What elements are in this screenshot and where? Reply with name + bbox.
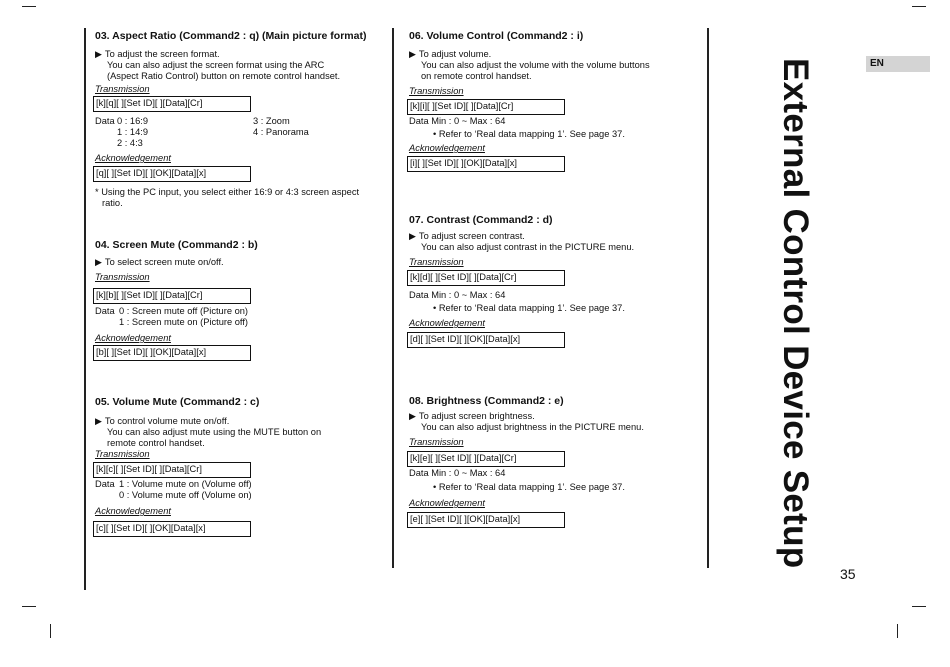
desc-line: You can also adjust the volume with the volume buttons xyxy=(421,60,650,70)
transmission-label: Transmission xyxy=(409,257,464,267)
ack-box: [d][ ][Set ID][ ][OK][Data][x] xyxy=(407,332,565,348)
data-label: Data xyxy=(95,479,115,489)
data-reference xyxy=(433,303,625,314)
desc-line: To adjust screen brightness. xyxy=(418,411,535,421)
transmission-box: [k][c][ ][Set ID][ ][Data][Cr] xyxy=(93,462,251,478)
desc-line: You can also adjust the screen format using the ARC xyxy=(107,60,325,70)
section-heading: 06. Volume Control (Command2 : i) xyxy=(409,30,584,42)
description xyxy=(409,231,525,242)
description xyxy=(95,416,229,427)
section-heading: 07. Contrast (Command2 : d) xyxy=(409,214,553,226)
data-option: 1 : 14:9 xyxy=(117,127,149,137)
language-tab: EN xyxy=(866,56,930,72)
description xyxy=(95,257,224,268)
ack-label: Acknowledgement xyxy=(95,153,171,163)
data-option: 2 : 4:3 xyxy=(117,138,143,148)
crop-mark xyxy=(50,624,51,638)
desc-line: To adjust the screen format. xyxy=(104,49,220,59)
transmission-box: [k][q][ ][Set ID][ ][Data][Cr] xyxy=(93,96,251,112)
data-option: 0 : Screen mute off (Picture on) xyxy=(119,306,249,316)
transmission-label: Transmission xyxy=(95,84,150,94)
ack-label: Acknowledgement xyxy=(95,506,171,516)
desc-line: To select screen mute on/off. xyxy=(104,257,224,267)
arrow-icon: ▶ xyxy=(409,411,416,421)
data-option: 3 : Zoom xyxy=(253,116,290,126)
data-option: 1 : Screen mute on (Picture off) xyxy=(119,317,249,327)
section-heading: 05. Volume Mute (Command2 : c) xyxy=(95,396,260,408)
arrow-icon: ▶ xyxy=(95,257,102,267)
ack-box: [c][ ][Set ID][ ][OK][Data][x] xyxy=(93,521,251,537)
data-range: Data Min : 0 ~ Max : 64 xyxy=(409,290,506,300)
ack-box: [i][ ][Set ID][ ][OK][Data][x] xyxy=(407,156,565,172)
bullet-icon: • xyxy=(433,129,439,139)
page-number: 35 xyxy=(840,566,856,582)
transmission-box: [k][e][ ][Set ID][ ][Data][Cr] xyxy=(407,451,565,467)
description xyxy=(409,49,491,60)
column-divider xyxy=(707,28,709,568)
description xyxy=(95,49,220,60)
transmission-label: Transmission xyxy=(95,272,150,282)
crop-mark xyxy=(22,6,36,7)
bullet-icon: • xyxy=(433,482,439,492)
data-reference xyxy=(433,482,625,493)
data-range: Data Min : 0 ~ Max : 64 xyxy=(409,468,506,478)
reference-text: Refer to ‘Real data mapping 1’. See page 37. xyxy=(438,303,625,313)
description xyxy=(409,411,535,422)
desc-line: To adjust screen contrast. xyxy=(418,231,525,241)
ack-box: [e][ ][Set ID][ ][OK][Data][x] xyxy=(407,512,565,528)
transmission-box: [k][d][ ][Set ID][ ][Data][Cr] xyxy=(407,270,565,286)
desc-line: You can also adjust mute using the MUTE button on xyxy=(107,427,322,437)
ack-box: [q][ ][Set ID][ ][OK][Data][x] xyxy=(93,166,251,182)
side-title: External Control Device Setup xyxy=(776,58,815,569)
transmission-box: [k][b][ ][Set ID][ ][Data][Cr] xyxy=(93,288,251,304)
arrow-icon: ▶ xyxy=(95,416,102,426)
ack-label: Acknowledgement xyxy=(409,498,485,508)
desc-line: (Aspect Ratio Control) button on remote control handset. xyxy=(107,71,341,81)
data-option: 0 : Volume mute off (Volume on) xyxy=(119,490,252,500)
ack-label: Acknowledgement xyxy=(409,143,485,153)
desc-line: You can also adjust contrast in the PICTURE menu. xyxy=(421,242,635,252)
arrow-icon: ▶ xyxy=(409,49,416,59)
data-option: 4 : Panorama xyxy=(253,127,309,137)
transmission-box: [k][i][ ][Set ID][ ][Data][Cr] xyxy=(407,99,565,115)
arrow-icon: ▶ xyxy=(95,49,102,59)
section-heading: 08. Brightness (Command2 : e) xyxy=(409,395,564,407)
desc-line: remote control handset. xyxy=(107,438,205,448)
transmission-label: Transmission xyxy=(95,449,150,459)
column-divider xyxy=(392,28,394,568)
bullet-icon: • xyxy=(433,303,439,313)
crop-mark xyxy=(912,606,926,607)
ack-box: [b][ ][Set ID][ ][OK][Data][x] xyxy=(93,345,251,361)
data-option: 0 : 16:9 xyxy=(117,116,149,126)
crop-mark xyxy=(912,6,926,7)
reference-text: Refer to ‘Real data mapping 1’. See page 37. xyxy=(438,129,625,139)
section-heading: 03. Aspect Ratio (Command2 : q) (Main picture format) xyxy=(95,30,367,42)
note: * Using the PC input, you select either 16:9 or 4:3 screen aspect xyxy=(95,187,360,197)
data-label: Data xyxy=(95,116,115,126)
transmission-label: Transmission xyxy=(409,437,464,447)
data-option: 1 : Volume mute on (Volume off) xyxy=(119,479,252,489)
desc-line: To adjust volume. xyxy=(418,49,492,59)
ack-label: Acknowledgement xyxy=(409,318,485,328)
arrow-icon: ▶ xyxy=(409,231,416,241)
ack-label: Acknowledgement xyxy=(95,333,171,343)
crop-mark xyxy=(22,606,36,607)
crop-mark xyxy=(897,624,898,638)
note: ratio. xyxy=(102,198,123,208)
data-range: Data Min : 0 ~ Max : 64 xyxy=(409,116,506,126)
desc-line: To control volume mute on/off. xyxy=(104,416,230,426)
reference-text: Refer to ‘Real data mapping 1’. See page 37. xyxy=(438,482,625,492)
column-divider xyxy=(84,28,86,590)
desc-line: on remote control handset. xyxy=(421,71,532,81)
desc-line: You can also adjust brightness in the PICTURE menu. xyxy=(421,422,644,432)
transmission-label: Transmission xyxy=(409,86,464,96)
data-label: Data xyxy=(95,306,115,316)
section-heading: 04. Screen Mute (Command2 : b) xyxy=(95,239,258,251)
data-reference xyxy=(433,129,625,140)
